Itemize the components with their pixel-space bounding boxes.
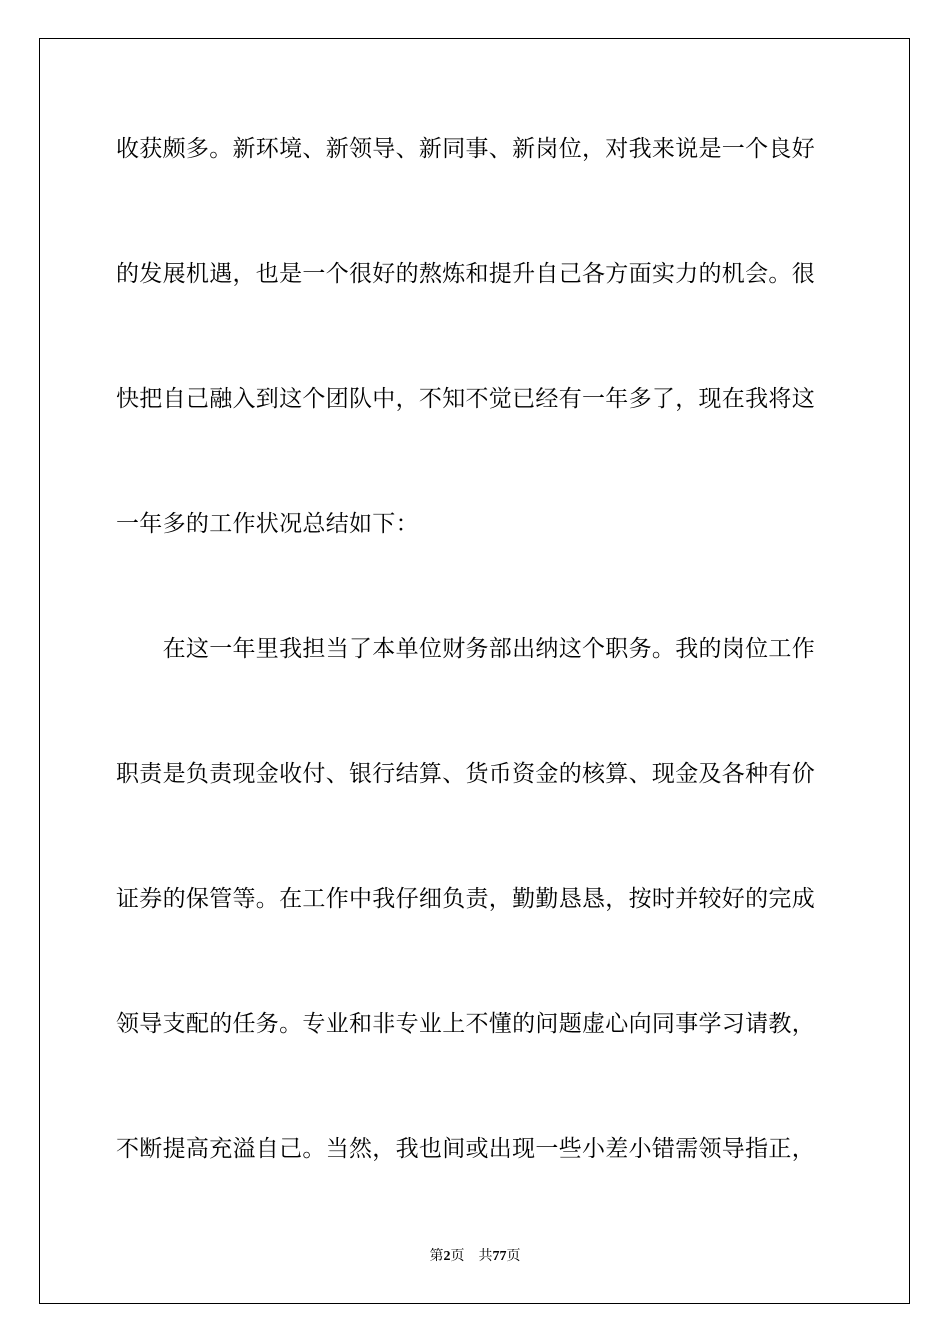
page-suffix: 页 xyxy=(450,1249,465,1264)
total-suffix: 页 xyxy=(506,1249,521,1264)
page-prefix: 第 xyxy=(429,1249,444,1264)
body-text-line: 收获颇多。新环境、新领导、新同事、新岗位，对我来说是一个良好 xyxy=(116,136,815,162)
body-text-line: 快把自己融入到这个团队中，不知不觉已经有一年多了，现在我将这 xyxy=(116,386,815,412)
page-number: 2 xyxy=(443,1249,451,1264)
total-prefix: 共 xyxy=(478,1249,493,1264)
body-text-line: 不断提高充溢自己。当然，我也间或出现一些小差小错需领导指正， xyxy=(116,1136,815,1162)
body-text-line: 的发展机遇，也是一个很好的熬炼和提升自己各方面实力的机会。很 xyxy=(116,261,815,287)
body-text-line: 证券的保管等。在工作中我仔细负责，勤勤恳恳，按时并较好的完成 xyxy=(116,886,815,912)
body-text-line: 领导支配的任务。专业和非专业上不懂的问题虚心向同事学习请教， xyxy=(116,1011,815,1037)
page-border xyxy=(39,38,910,1304)
total-pages: 77 xyxy=(492,1249,507,1264)
body-text-line: 在这一年里我担当了本单位财务部出纳这个职务。我的岗位工作 xyxy=(116,636,815,662)
body-text-line: 职责是负责现金收付、银行结算、货币资金的核算、现金及各种有价 xyxy=(116,761,815,787)
body-text-line: 一年多的工作状况总结如下： xyxy=(116,511,419,537)
page-footer xyxy=(0,1248,950,1266)
